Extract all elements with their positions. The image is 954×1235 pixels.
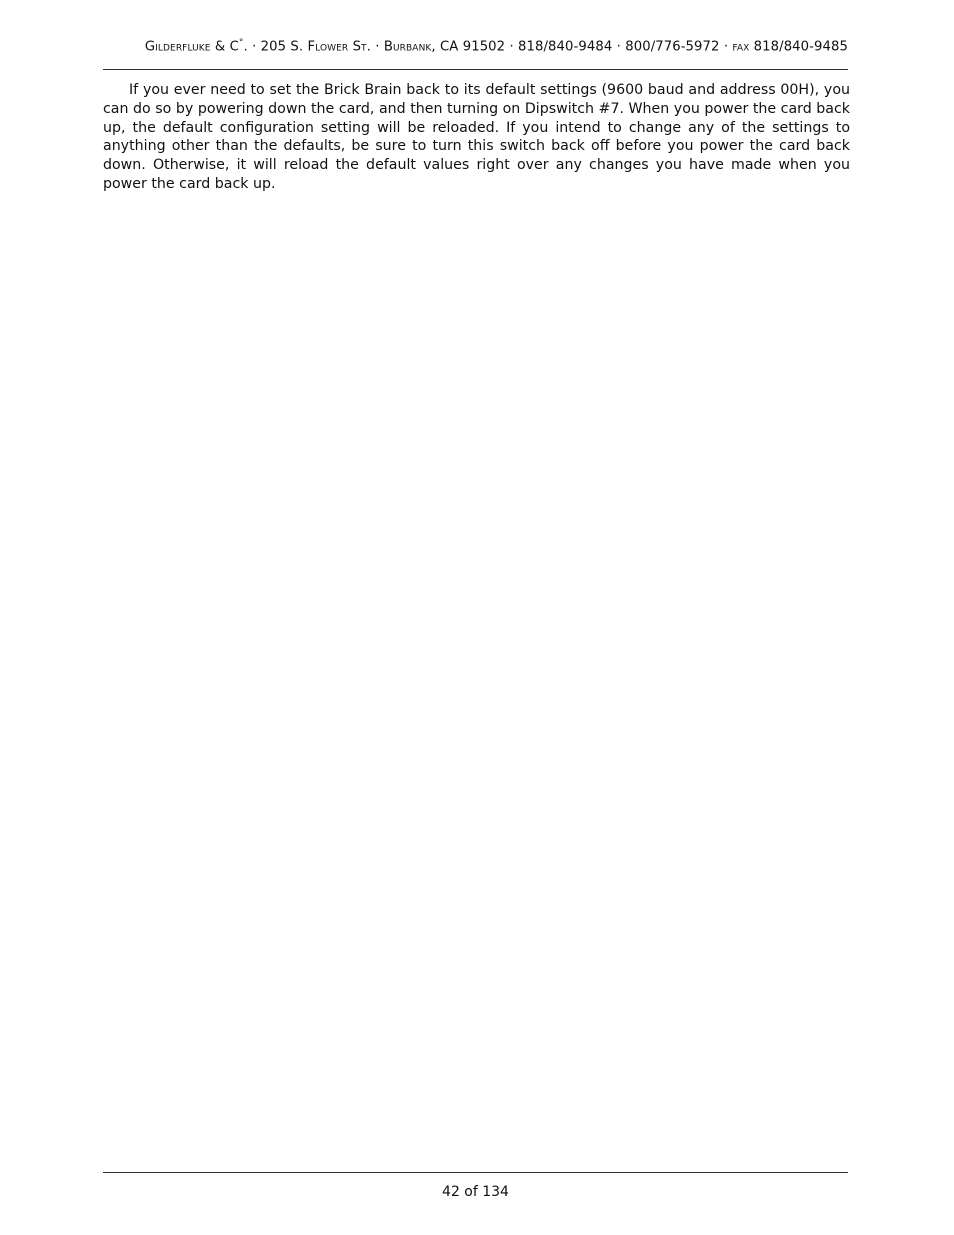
header-separator: . · 205 S. xyxy=(243,39,308,55)
street-name: Flower St. xyxy=(307,39,371,55)
page-header xyxy=(103,38,848,54)
city-name: Burbank xyxy=(383,39,432,55)
header-rule xyxy=(103,69,848,70)
degree-sign: ° xyxy=(238,38,244,48)
page-number: 42 of 134 xyxy=(442,1184,509,1200)
footer-rule xyxy=(103,1172,848,1173)
body-paragraph: If you ever need to set the Brick Brain back to its default settings (9600 baud and address 00H), you can do so by powering down the card, and then turning on Dipswitch #7. When you power the card back up, the default configuration setting will be reloaded. If you intend to change any of the settings to anything other than the defaults, be sure to turn this switch back off before you power the card back down. Otherwise, it will reload the default values right over any changes you have made when you power the card back up. xyxy=(103,82,850,192)
fax-label: fax xyxy=(732,39,750,55)
fax-number: 818/840-9485 xyxy=(749,39,848,55)
company-amp: & C xyxy=(214,39,239,55)
company-name: Gilderfluke xyxy=(144,39,211,55)
state-zip-phones: , CA 91502 · 818/840-9484 · 800/776-5972 · xyxy=(431,39,733,55)
header-separator: · xyxy=(370,39,384,55)
